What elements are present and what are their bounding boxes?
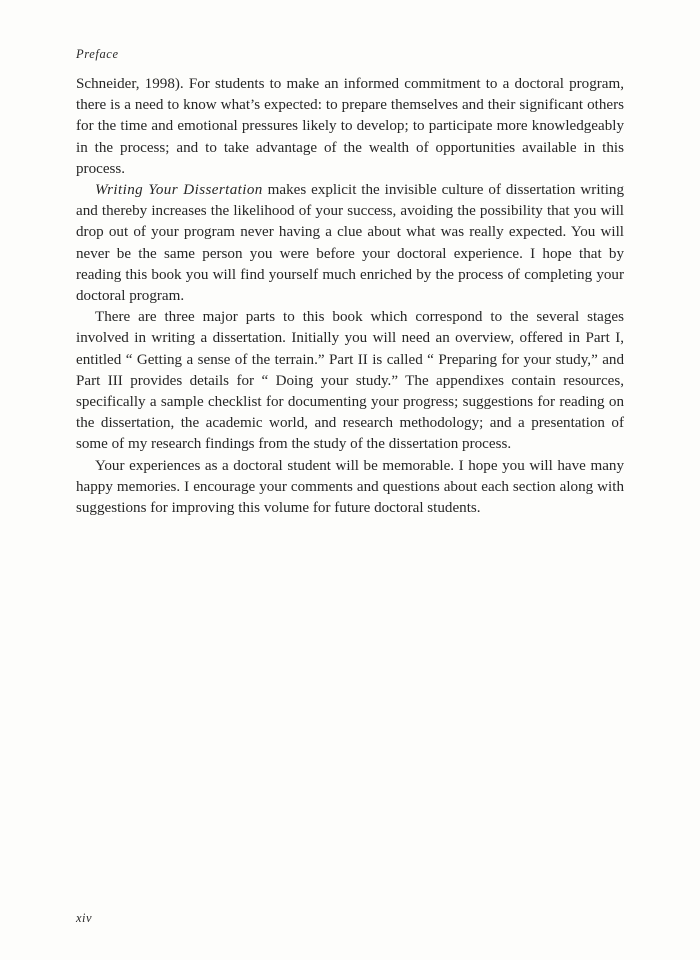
book-title-italic: Writing Your Dissertation (95, 182, 263, 199)
body-text-column (76, 74, 624, 519)
paragraph-writing-your-dissertation-rest: makes explicit the invisible culture of dissertation writing and thereby increases the likelihood of your success, avoiding the possibility that you will drop out of your program never having a clue about what was really expected. You will never be the same person you were before your doctoral experience. I hope that by reading this book you will find yourself much enriched by the process of completing your doctoral program. (76, 182, 624, 305)
paragraph-three-major-parts: There are three major parts to this book which correspond to the several stages involved in writing a dissertation. Initially you will need an overview, offered in Part I, entitled “ Getting a sense of the terrain.” Part II is called “ Preparing for your study,” and Part III provides details for “ Doing your study.” The appendixes contain resources, specifically a sample checklist for documenting your progress; suggestions for reading on the dissertation, the academic world, and research methodology; and a presentation of some of my research findings from the study of the dissertation process. (76, 309, 624, 453)
paragraph-your-experiences: Your experiences as a doctoral student will be memorable. I hope you will have many happy memories. I encourage your comments and questions about each section along with suggestions for improving this volume for future doctoral students. (76, 457, 624, 517)
paragraph-writing-your-dissertation (76, 180, 624, 307)
running-head: Preface (76, 47, 119, 61)
paragraph-schneider: Schneider, 1998). For students to make an informed commitment to a doctoral program, there is a need to know what’s expected: to prepare themselves and their significant others for the time and emotional pressures likely to develop; to participate more knowledgeably in the process; and to take advantage of the wealth of opportunities available in this process. (76, 76, 624, 177)
page-number-folio: xiv (76, 911, 93, 925)
